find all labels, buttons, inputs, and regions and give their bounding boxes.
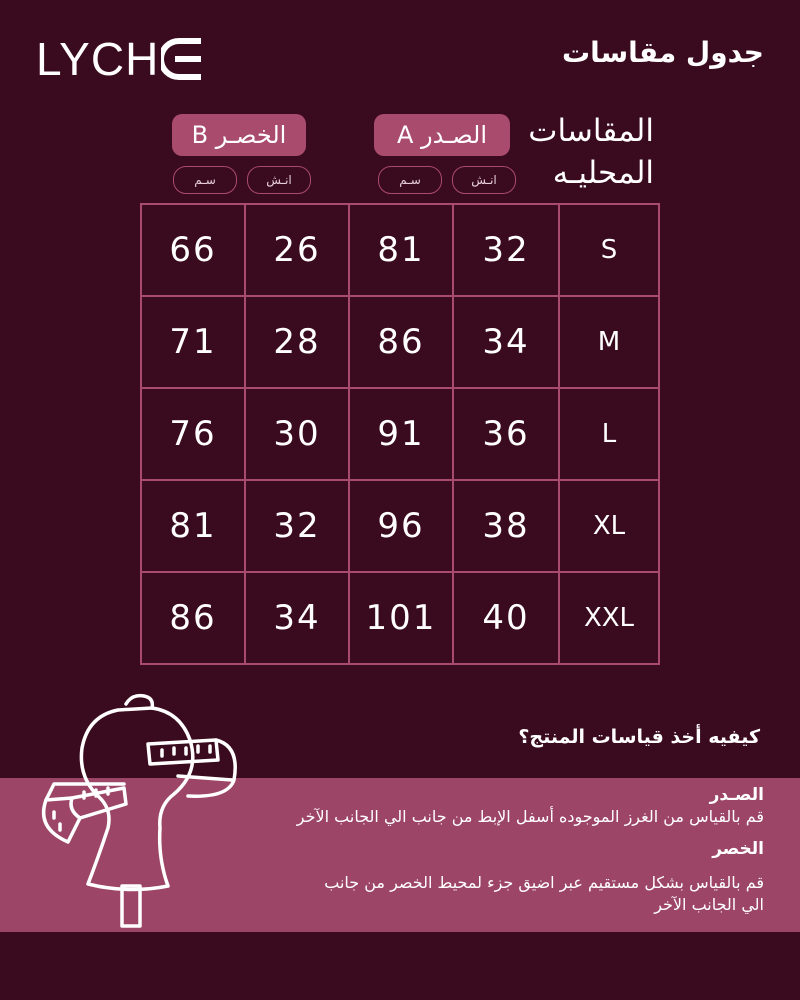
waist-cm-cell: 76 [141,388,245,480]
waist-inch-unit: انـش [247,166,311,194]
page-title: جدول مقاسات [562,36,764,69]
table-row [141,388,659,480]
chest-instruction-text: قم بالقياس من الغرز الموجوده أسفل الإبط من جانب الي الجانب الآخر [296,807,764,826]
chest-cm-cell: 101 [349,572,453,664]
waist-cm-cell: 81 [141,480,245,572]
chest-inch-unit: انـش [452,166,516,194]
waist-instruction [204,838,764,916]
size-cell: M [559,296,659,388]
waist-inch-cell: 28 [245,296,349,388]
waist-inch-cell: 34 [245,572,349,664]
size-header-line1: المقاسات [528,113,654,149]
waist-group-label: الخصـر B [172,114,306,156]
waist-instruction-text: قم بالقياس بشكل مستقيم عبر اضيق جزء لمحيط الخصر من جانب الي الجانب الآخر [324,873,764,914]
chest-cm-unit: سـم [378,166,442,194]
size-cell: XL [559,480,659,572]
chest-cm-cell: 91 [349,388,453,480]
size-cell: XXL [559,572,659,664]
chest-inch-cell: 36 [453,388,559,480]
chest-instruction-heading: الصـدر [709,785,764,805]
waist-inch-cell: 30 [245,388,349,480]
table-row [141,296,659,388]
table-row [141,572,659,664]
table-row [141,480,659,572]
logo-e-mark-icon [161,38,203,80]
chest-inch-cell: 40 [453,572,559,664]
waist-cm-cell: 66 [141,204,245,296]
size-chart-table [140,203,660,665]
table-row [141,204,659,296]
brand-logo [36,33,203,85]
chest-cm-cell: 81 [349,204,453,296]
size-cell: L [559,388,659,480]
waist-cm-cell: 71 [141,296,245,388]
chest-inch-cell: 32 [453,204,559,296]
waist-cm-unit: سـم [173,166,237,194]
chest-inch-cell: 34 [453,296,559,388]
chest-group-label: الصـدر A [374,114,510,156]
waist-cm-cell: 86 [141,572,245,664]
chest-inch-cell: 38 [453,480,559,572]
chest-instruction [204,784,764,828]
size-cell: S [559,204,659,296]
chest-cm-cell: 96 [349,480,453,572]
waist-inch-cell: 32 [245,480,349,572]
waist-instruction-heading: الخصر [712,839,764,859]
logo-text: LYCH [36,33,160,85]
how-to-measure-title: كيفيه أخذ قياسات المنتج؟ [518,726,760,748]
size-header-line2: المحليـه [552,155,654,191]
mannequin-tape-measure-icon [28,688,258,928]
waist-inch-cell: 26 [245,204,349,296]
chest-cm-cell: 86 [349,296,453,388]
size-column-header [514,110,654,194]
